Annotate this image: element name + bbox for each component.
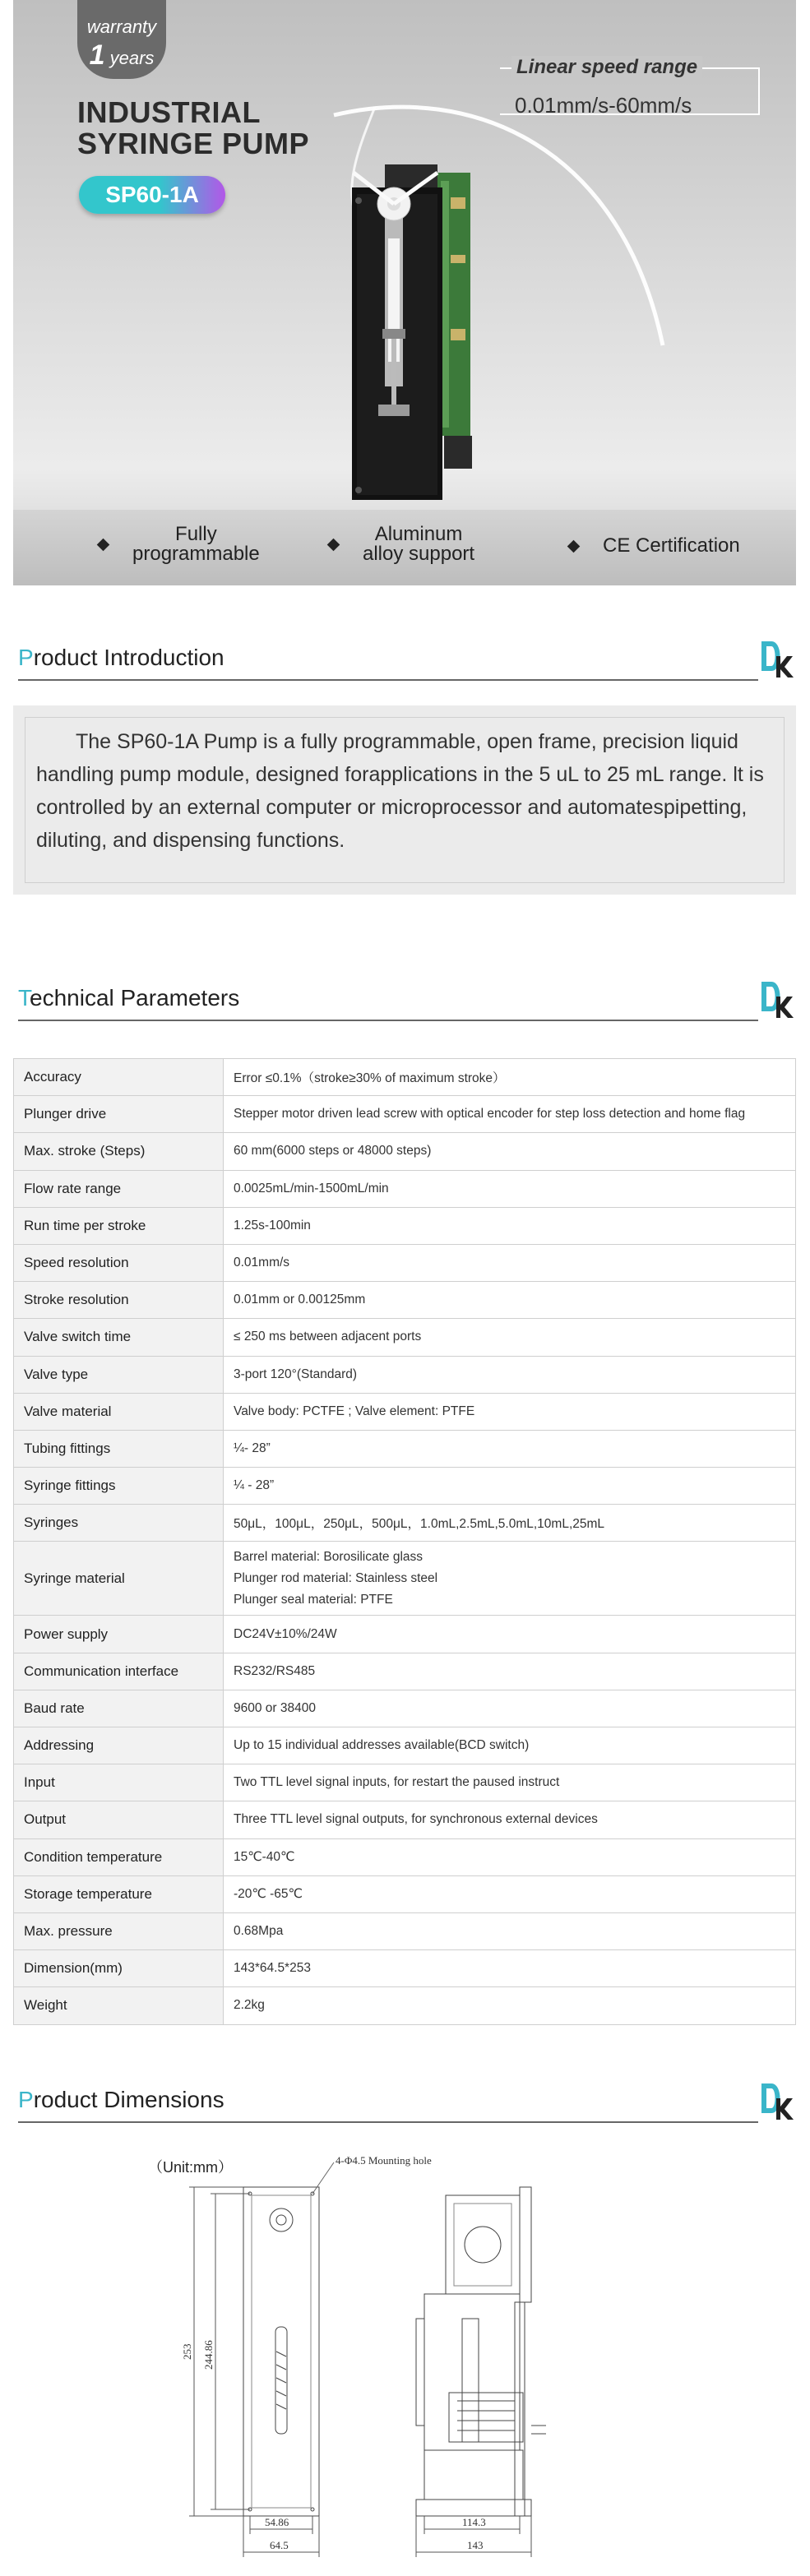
param-value-line: Barrel material: Borosilicate glass bbox=[234, 1549, 424, 1564]
param-value: Error ≤0.1%（stroke≥30% of maximum stroke） bbox=[224, 1059, 796, 1096]
section-header-technical bbox=[18, 985, 794, 1026]
param-value-line: Plunger seal material: PTFE bbox=[234, 1592, 393, 1607]
param-key: Syringe fittings bbox=[14, 1468, 224, 1505]
warranty-years-number: 1 bbox=[89, 39, 105, 71]
table-row bbox=[14, 1950, 796, 1987]
hero-title bbox=[77, 97, 309, 160]
speed-label: Linear speed range bbox=[511, 56, 702, 79]
param-value: 143*64.5*253 bbox=[224, 1950, 796, 1987]
param-value: Valve body: PCTFE ; Valve element: PTFE bbox=[224, 1393, 796, 1430]
feature-line1: Fully bbox=[175, 523, 217, 545]
param-value: 0.01mm or 0.00125mm bbox=[224, 1282, 796, 1319]
param-key: Stroke resolution bbox=[14, 1282, 224, 1319]
introduction-card bbox=[13, 705, 796, 895]
section-header-dimensions bbox=[18, 2087, 794, 2128]
warranty-badge bbox=[77, 0, 166, 79]
param-key: Input bbox=[14, 1764, 224, 1801]
param-value: RS232/RS485 bbox=[224, 1653, 796, 1690]
param-value bbox=[224, 1542, 796, 1616]
param-key: Max. pressure bbox=[14, 1912, 224, 1949]
feature-line2: programmable bbox=[132, 543, 260, 565]
table-row bbox=[14, 1690, 796, 1727]
table-row bbox=[14, 1170, 796, 1207]
table-row bbox=[14, 1133, 796, 1170]
table-row bbox=[14, 1912, 796, 1949]
side-total-label: 143 bbox=[467, 2539, 484, 2551]
mounting-hole-label: 4-Φ4.5 Mounting hole bbox=[336, 2154, 432, 2167]
table-row bbox=[14, 1319, 796, 1356]
introduction-text: The SP60-1A Pump is a fully programmable, open frame, precision liquid handling pump module, designed forapplications in the 5 uL to 25 mL range. lt is controlled by an external computer or microprocessor and automatespipetting, diluting, and dispensing functions. bbox=[36, 730, 764, 852]
param-value: -20℃ -65℃ bbox=[224, 1875, 796, 1912]
param-key: Communication interface bbox=[14, 1653, 224, 1690]
feature-strip bbox=[13, 510, 796, 585]
param-value: 1.25s-100min bbox=[224, 1207, 796, 1244]
width-inner-label: 54.86 bbox=[265, 2516, 289, 2528]
dk-logo-icon bbox=[758, 978, 794, 1020]
param-key: Max. stroke (Steps) bbox=[14, 1133, 224, 1170]
param-value: 60 mm(6000 steps or 48000 steps) bbox=[224, 1133, 796, 1170]
param-key: Output bbox=[14, 1801, 224, 1838]
param-key: Dimension(mm) bbox=[14, 1950, 224, 1987]
table-row bbox=[14, 1838, 796, 1875]
param-value: 15℃-40℃ bbox=[224, 1838, 796, 1875]
param-value: Up to 15 individual addresses available(BCD switch) bbox=[224, 1727, 796, 1764]
table-row bbox=[14, 1096, 796, 1133]
param-value: 0.01mm/s bbox=[224, 1244, 796, 1281]
section-divider bbox=[18, 679, 758, 681]
param-key: Addressing bbox=[14, 1727, 224, 1764]
warranty-word: warranty bbox=[86, 16, 157, 37]
warranty-years-word: years bbox=[109, 48, 155, 68]
side-inner-label: 114.3 bbox=[462, 2516, 486, 2528]
param-value: 50μL，100μL，250μL，500μL，1.0mL,2.5mL,5.0mL,10mL,25mL bbox=[224, 1505, 796, 1542]
param-value: 2.2kg bbox=[224, 1987, 796, 2024]
param-key: Flow rate range bbox=[14, 1170, 224, 1207]
feature-programmable bbox=[99, 525, 260, 564]
table-row bbox=[14, 1244, 796, 1281]
param-key: Baud rate bbox=[14, 1690, 224, 1727]
param-key: Power supply bbox=[14, 1616, 224, 1653]
table-row bbox=[14, 1356, 796, 1393]
parameters-table bbox=[13, 1058, 796, 2025]
section-title: Product Dimensions bbox=[18, 2087, 224, 2112]
unit-label: （Unit:mm） bbox=[148, 2159, 233, 2176]
dk-logo-icon bbox=[758, 638, 794, 679]
param-key: Tubing fittings bbox=[14, 1430, 224, 1467]
hero-banner bbox=[13, 0, 796, 585]
feature-line2: alloy support bbox=[363, 543, 475, 565]
table-row bbox=[14, 1727, 796, 1764]
table-row bbox=[14, 1059, 796, 1096]
warranty-years bbox=[77, 39, 166, 72]
height-inner-label: 244.86 bbox=[202, 2340, 215, 2370]
param-key: Weight bbox=[14, 1987, 224, 2024]
table-row bbox=[14, 1987, 796, 2024]
param-value: ¼ - 28” bbox=[224, 1468, 796, 1505]
param-key: Storage temperature bbox=[14, 1875, 224, 1912]
table-row bbox=[14, 1207, 796, 1244]
param-value: Three TTL level signal outputs, for synchronous external devices bbox=[224, 1801, 796, 1838]
model-pill: SP60-1A bbox=[79, 176, 225, 214]
table-row bbox=[14, 1468, 796, 1505]
param-value: Two TTL level signal inputs, for restart the paused instruct bbox=[224, 1764, 796, 1801]
table-row bbox=[14, 1653, 796, 1690]
table-row bbox=[14, 1875, 796, 1912]
dk-logo-icon bbox=[758, 2080, 794, 2121]
param-value: DC24V±10%/24W bbox=[224, 1616, 796, 1653]
param-value: ≤ 250 ms between adjacent ports bbox=[224, 1319, 796, 1356]
param-key: Accuracy bbox=[14, 1059, 224, 1096]
feature-ce bbox=[569, 536, 740, 556]
section-divider bbox=[18, 2121, 758, 2123]
param-value: 3-port 120°(Standard) bbox=[224, 1356, 796, 1393]
section-divider bbox=[18, 1020, 758, 1021]
table-row bbox=[14, 1430, 796, 1467]
dimension-drawing bbox=[178, 2154, 605, 2565]
param-key: Valve switch time bbox=[14, 1319, 224, 1356]
param-key: Valve material bbox=[14, 1393, 224, 1430]
table-row bbox=[14, 1505, 796, 1542]
param-key: Speed resolution bbox=[14, 1244, 224, 1281]
param-key: Syringes bbox=[14, 1505, 224, 1542]
height-total-label: 253 bbox=[181, 2343, 193, 2360]
feature-line1: Aluminum bbox=[374, 523, 463, 545]
param-key: Run time per stroke bbox=[14, 1207, 224, 1244]
param-key: Valve type bbox=[14, 1356, 224, 1393]
section-header-introduction bbox=[18, 645, 794, 686]
hero-title-line1: INDUSTRIAL bbox=[77, 95, 261, 129]
feature-aluminum bbox=[329, 525, 474, 564]
hero-title-line2: SYRINGE PUMP bbox=[77, 127, 310, 160]
param-value-line: Plunger rod material: Stainless steel bbox=[234, 1570, 438, 1585]
param-value: 0.0025mL/min-1500mL/min bbox=[224, 1170, 796, 1207]
diamond-bullet-icon bbox=[97, 538, 110, 551]
section-title: Product Introduction bbox=[18, 645, 224, 670]
pump-product-image bbox=[345, 164, 475, 502]
param-value: Stepper motor driven lead screw with optical encoder for step loss detection and home flag bbox=[224, 1096, 796, 1133]
speed-value: 0.01mm/s-60mm/s bbox=[515, 93, 692, 118]
param-key: Syringe material bbox=[14, 1542, 224, 1616]
param-value: 9600 or 38400 bbox=[224, 1690, 796, 1727]
table-row bbox=[14, 1764, 796, 1801]
table-row bbox=[14, 1616, 796, 1653]
diamond-bullet-icon bbox=[567, 539, 581, 553]
diamond-bullet-icon bbox=[327, 538, 340, 551]
table-row bbox=[14, 1801, 796, 1838]
table-row bbox=[14, 1282, 796, 1319]
param-value: 0.68Mpa bbox=[224, 1912, 796, 1949]
param-key: Condition temperature bbox=[14, 1838, 224, 1875]
feature-line1: CE Certification bbox=[603, 534, 740, 557]
width-total-label: 64.5 bbox=[270, 2539, 289, 2551]
table-row bbox=[14, 1542, 796, 1616]
param-key: Plunger drive bbox=[14, 1096, 224, 1133]
section-title: Technical Parameters bbox=[18, 985, 240, 1011]
param-value: ¼- 28” bbox=[224, 1430, 796, 1467]
table-row bbox=[14, 1393, 796, 1430]
